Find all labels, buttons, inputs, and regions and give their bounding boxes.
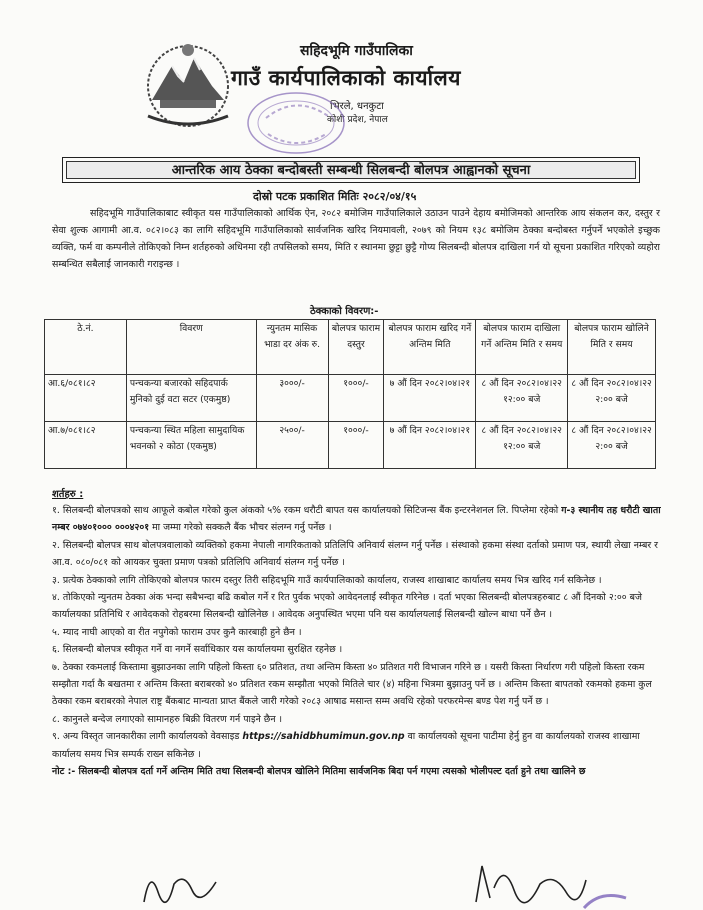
term-5: ५. म्याद नाघी आएको वा रीत नपुगेको फाराम उपर कुनै कारबाही हुने छैन । <box>52 626 302 638</box>
table-cell: ८ औं दिन २०८२।०४।२२ २:०० बजे <box>568 375 656 422</box>
office-address: भिरले, धनकुटा <box>330 101 384 112</box>
stamp-fragment <box>580 888 630 910</box>
office-stamp <box>244 88 348 158</box>
note: नोट :- सिलबन्दी बोलपत्र दर्ता गर्ने अन्तिम मिति तथा सिलबन्दी बोलपत्र खोलिने मितिमा सार्वजनिक बिदा पर्न गएमा त्यसको भोलीपल्ट दर्ता हुने तथा खालिने छ <box>52 766 586 778</box>
term-1-text-a: १. सिलबन्दी बोलपत्रको साथ आफूले कबोल गरेको कुल अंकको ५% रकम धरौटी बापत यस कार्यालयको सिटिजन्स बैंक इन्टरनेशनल लि. पिप्लेमा रहेको <box>52 505 562 516</box>
deposit-account: ग-३ स्थानीय तह धरौटी खाता नम्बर ०७४०१००० ०००४२०१ <box>52 505 661 534</box>
col-header: न्युनतम मासिक भाडा दर अंक रु. <box>256 320 328 375</box>
col-header: बोलपत्र फाराम दस्तुर <box>328 320 384 375</box>
tender-table <box>44 319 656 469</box>
table-header-row <box>45 320 656 375</box>
table-cell: ८ औं दिन २०८२।०४।२२ १२:०० बजे <box>476 422 568 469</box>
term-1-text-c: मा जम्मा गरेको सक्कलै बैंक भौचर संलग्न गर्नु पर्नेछ । <box>149 522 332 534</box>
table-cell: ८ औं दिन २०८२।०४।२२ २:०० बजे <box>568 422 656 469</box>
table-cell: १०००/- <box>328 422 384 469</box>
published-date: दोस्रो पटक प्रकाशित मितिः २०८२/०४/१५ <box>253 190 417 203</box>
term-6: ६. सिलबन्दी बोलपत्र स्वीकृत गर्ने वा नगर्ने सर्वाधिकार यस कार्यालयमा सुरक्षित रहनेछ । <box>52 644 343 656</box>
term-9-text-c: वा कार्यालयको सूचना पाटीमा हेर्नु हुन वा कार्यालयको राजस्व शाखामा कार्यालय समय भित्र सम्पर्क राख्न सकिनेछ । <box>52 731 640 760</box>
notice-title-box <box>62 157 640 183</box>
terms-list <box>52 502 662 781</box>
table-cell: ८ औं दिन २०८२।०४।२२ १२:०० बजे <box>476 375 568 422</box>
table-cell: पन्चकन्या स्थित महिला सामुदायिक भवनको २ कोठा (एकमुष्ठ) <box>126 422 256 469</box>
col-header: ठे.नं. <box>45 320 127 375</box>
table-row <box>45 422 656 469</box>
col-header: विवरण <box>126 320 256 375</box>
intro-text: सहिदभूमि गाउँपालिकाबाट स्वीकृत यस गाउँपालिकाको आर्थिक ऐन, २०८२ बमोजिम गाउँपालिकाले उठाउन पाउने देहाय बमोजिमको आन्तरिक आय संकलन कर, दस्तुर र सेवा शुल्क आगामी आ.व. ०८२।०८३ का लागि सहिदभूमि गाउँपालिकाको सार्वजनिक खरिद नियमावली, २०७९ को नियम १३८ बमोजिम ठेक्का बन्दोबस्त गर्नुपर्ने भएकोले इच्छुक व्यक्ति, फर्म वा कम्पनीले तोकिएको निम्न शर्तहरुको अधिनमा रही तपसिलको समय, मिति र स्थानमा छुट्टा छुट्टै गोप्य सिलबन्दी बोलपत्र दाखिला गर्न यो सूचना प्रकाशित गरिएको व्यहोरा सम्बन्धित सबैलाई जानकारी गराइन्छ । <box>52 208 660 271</box>
table-cell: ७ औं दिन २०८२।०४।२१ <box>384 375 476 422</box>
table-cell: ३०००/- <box>256 375 328 422</box>
table-row <box>45 375 656 422</box>
table-cell: ७ औं दिन २०८२।०४।२१ <box>384 422 476 469</box>
table-cell: २५००/- <box>256 422 328 469</box>
signature-left <box>140 862 220 910</box>
term-3: ३. प्रत्येक ठेक्काको लागि तोकिएको बोलपत्र फारम दस्तुर तिरी सहिदभूमि गाउँ कार्यपालिकाको कार्यालय, राजस्व शाखाबाट कार्यालय समय भित्र खरिद गर्न सकिनेछ । <box>52 574 602 586</box>
signature-right <box>470 858 590 910</box>
table-caption: ठेक्काको विवरण:- <box>310 306 379 317</box>
terms-heading: शर्तहरु : <box>52 489 84 500</box>
term-7: ७. ठेक्का रकमलाई किस्तामा बुझाउनका लागि पहिलो किस्ता ६० प्रतिशत, तथा अन्तिम किस्ता ४० प्रतिशत गरी विभाजन गरिने छ । यसरी किस्ता निर्धारण गरी पहिलो किस्ता रकम सम्झौता गर्दा कै बखतमा र अन्तिम किस्ता बराबरको ४० प्रतिशत रकम सम्झौता भएको मितिले चार (४) महिना भित्रमा बुझाउनु पर्ने छ । अन्तिम किस्ता बापतको रकमको हकमा कुल ठेक्का रकम बराबरको नेपाल राष्ट्र बैंकबाट मान्यता प्राप्त बैंकले जारी गरेको २०८३ आषाढ मसान्त सम्म अवधि रहेको परफरमेन्स बण्ड पेश गर्नु पर्ने छ । <box>52 661 652 708</box>
table-cell: आ.७/०८१।८२ <box>45 422 127 469</box>
term-4: ४. तोकिएको न्युनतम ठेक्का अंक भन्दा सबैभन्दा बढि कबोल गर्ने र रित पुर्वक भएको आवेदनलाई स्वीकृत गरिनेछ । दर्ता भएका सिलबन्दी बोलपत्रहरुबाट ८ औं दिनको २:०० बजे कार्यालयका प्रतिनिधि र आवेदकको रोहबरमा सिलबन्दी खोलिनेछ । आवेदक अनुपस्थित भएमा पनि यस कार्यालयलाई सिलबन्दी खोल्न बाधा पर्ने छैन । <box>52 592 642 621</box>
term-8: ८. कानुनले बन्देज लगाएको सामानहरु बिक्री वितरण गर्न पाइने छैन । <box>52 713 283 725</box>
office-name: गाउँ कार्यपालिकाको कार्यालय <box>231 66 461 90</box>
term-9-text-a: ९. अन्य विस्तृत जानकारीका लागी कार्यालयको वेवसाइड <box>52 731 243 743</box>
office-province: कोशी प्रदेश, नेपाल <box>327 115 388 125</box>
table-cell: १०००/- <box>328 375 384 422</box>
municipality-name: सहिदभूमि गाउँपालिका <box>300 43 413 59</box>
nepal-emblem-icon <box>132 36 244 130</box>
website-link[interactable]: https://sahidbhumimun.gov.np <box>242 731 405 743</box>
term-2: २. सिलबन्दी बोलपत्र साथ बोलपत्रवालाको व्यक्तिको हकमा नेपाली नागरिकताको प्रतिलिपि अनिवार्य संलग्न गर्नु पर्नेछ । संस्थाको हकमा संस्था दर्ताको प्रमाण पत्र, स्थायी लेखा नम्बर र आ.व. ०८०/०८१ को आयकर चुक्ता प्रमाण पत्रको प्रतिलिपि अनिवार्य संलग्न गर्नु पर्नेछ । <box>52 539 658 569</box>
col-header: बोलपत्र फाराम दाखिला गर्ने अन्तिम मिति र समय <box>476 320 568 375</box>
table-cell: आ.६/०८१।८२ <box>45 375 127 422</box>
term-9 <box>52 728 662 763</box>
table-cell: पन्चकन्या बजारको सहिदपार्क मुनिको दुई वटा सटर (एकमुष्ठ) <box>126 375 256 422</box>
notice-title: आन्तरिक आय ठेक्का बन्दोबस्ती सम्बन्धी सिलबन्दी बोलपत्र आह्वानको सूचना <box>66 161 636 179</box>
col-header: बोलपत्र फाराम खरिद गर्ने अन्तिम मिति <box>384 320 476 375</box>
col-header: बोलपत्र फाराम खोलिने मिति र समय <box>568 320 656 375</box>
intro-paragraph <box>52 205 660 273</box>
term-1 <box>52 502 662 537</box>
